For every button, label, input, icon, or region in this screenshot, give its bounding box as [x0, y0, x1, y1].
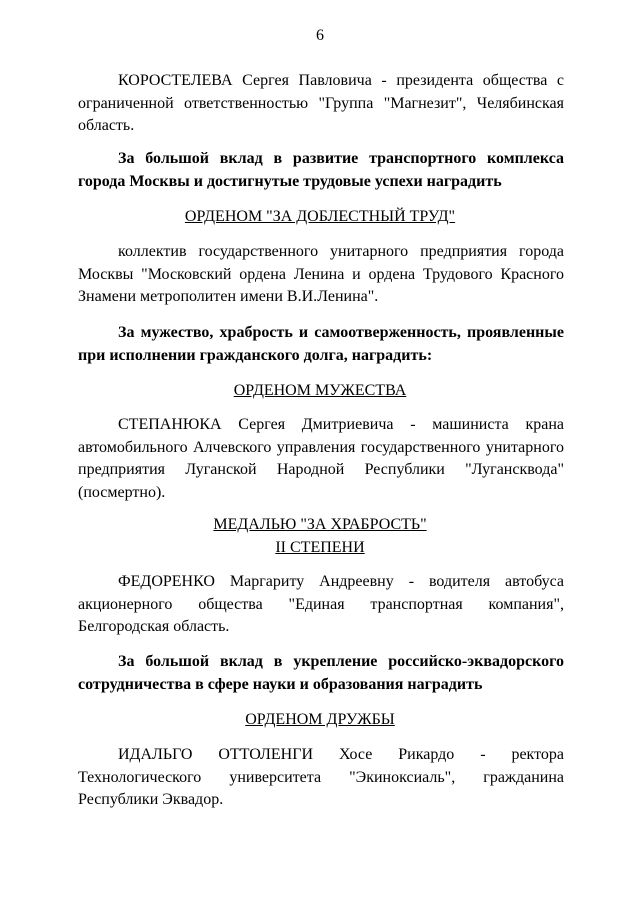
award-intro-transport: За большой вклад в развитие транспортного комплекса города Москвы и достигнутые трудовые успехи наградить: [78, 150, 564, 190]
award-entry-idalgo: [78, 744, 564, 812]
award-title-bravery-medal: МЕДАЛЬЮ "ЗА ХРАБРОСТЬ" II СТЕПЕНИ: [213, 516, 427, 556]
recipient-surname: ИДАЛЬГО ОТТОЛЕНГИ: [118, 746, 314, 763]
award-entry-stepanyuk: [78, 414, 564, 504]
award-intro-courage: За мужество, храбрость и самоотверженность, проявленные при исполнении гражданского долга, наградить:: [78, 324, 564, 364]
recipient-details: Сергея Павловича - президента общества с ограниченной ответственностью "Группа "Магнезит", Челябинская область.: [78, 72, 565, 134]
award-recipient-metro: коллектив государственного унитарного предприятия города Москвы "Московский ордена Ленина и ордена Трудового Красного Знамени метрополитен имени В.И.Ленина".: [78, 243, 564, 305]
award-title-friendship-order: ОРДЕНОМ ДРУЖБЫ: [245, 711, 395, 728]
recipient-surname: КОРОСТЕЛЕВА: [118, 72, 233, 89]
recipient-surname: СТЕПАНЮКА: [118, 416, 222, 433]
award-entry-fedorenko: [78, 571, 564, 639]
recipient-surname: ФЕДОРЕНКО: [118, 573, 215, 590]
award-title-courage-order: ОРДЕНОМ МУЖЕСТВА: [233, 382, 407, 399]
recipient-details: Хосе Рикардо - ректора Технологического университета "Экиноксиаль", гражданина Республики Эквадор.: [78, 746, 564, 808]
award-title-labor-valor: ОРДЕНОМ "ЗА ДОБЛЕСТНЫЙ ТРУД": [184, 208, 456, 225]
recipient-details: Сергея Дмитриевича - машиниста крана автомобильного Алчевского управления государственного унитарного предприятия Луганской Народной Республики "Лугансквода" (посмертно).: [78, 416, 565, 501]
award-entry-korosteleva: [78, 70, 564, 138]
page-number: 6: [316, 27, 324, 44]
recipient-details: Маргариту Андреевну - водителя автобуса акционерного общества "Единая транспортная компания", Белгородская область.: [78, 573, 565, 635]
award-intro-cooperation: За большой вклад в укрепление российско-эквадорского сотрудничества в сфере науки и образования наградить: [78, 653, 564, 693]
